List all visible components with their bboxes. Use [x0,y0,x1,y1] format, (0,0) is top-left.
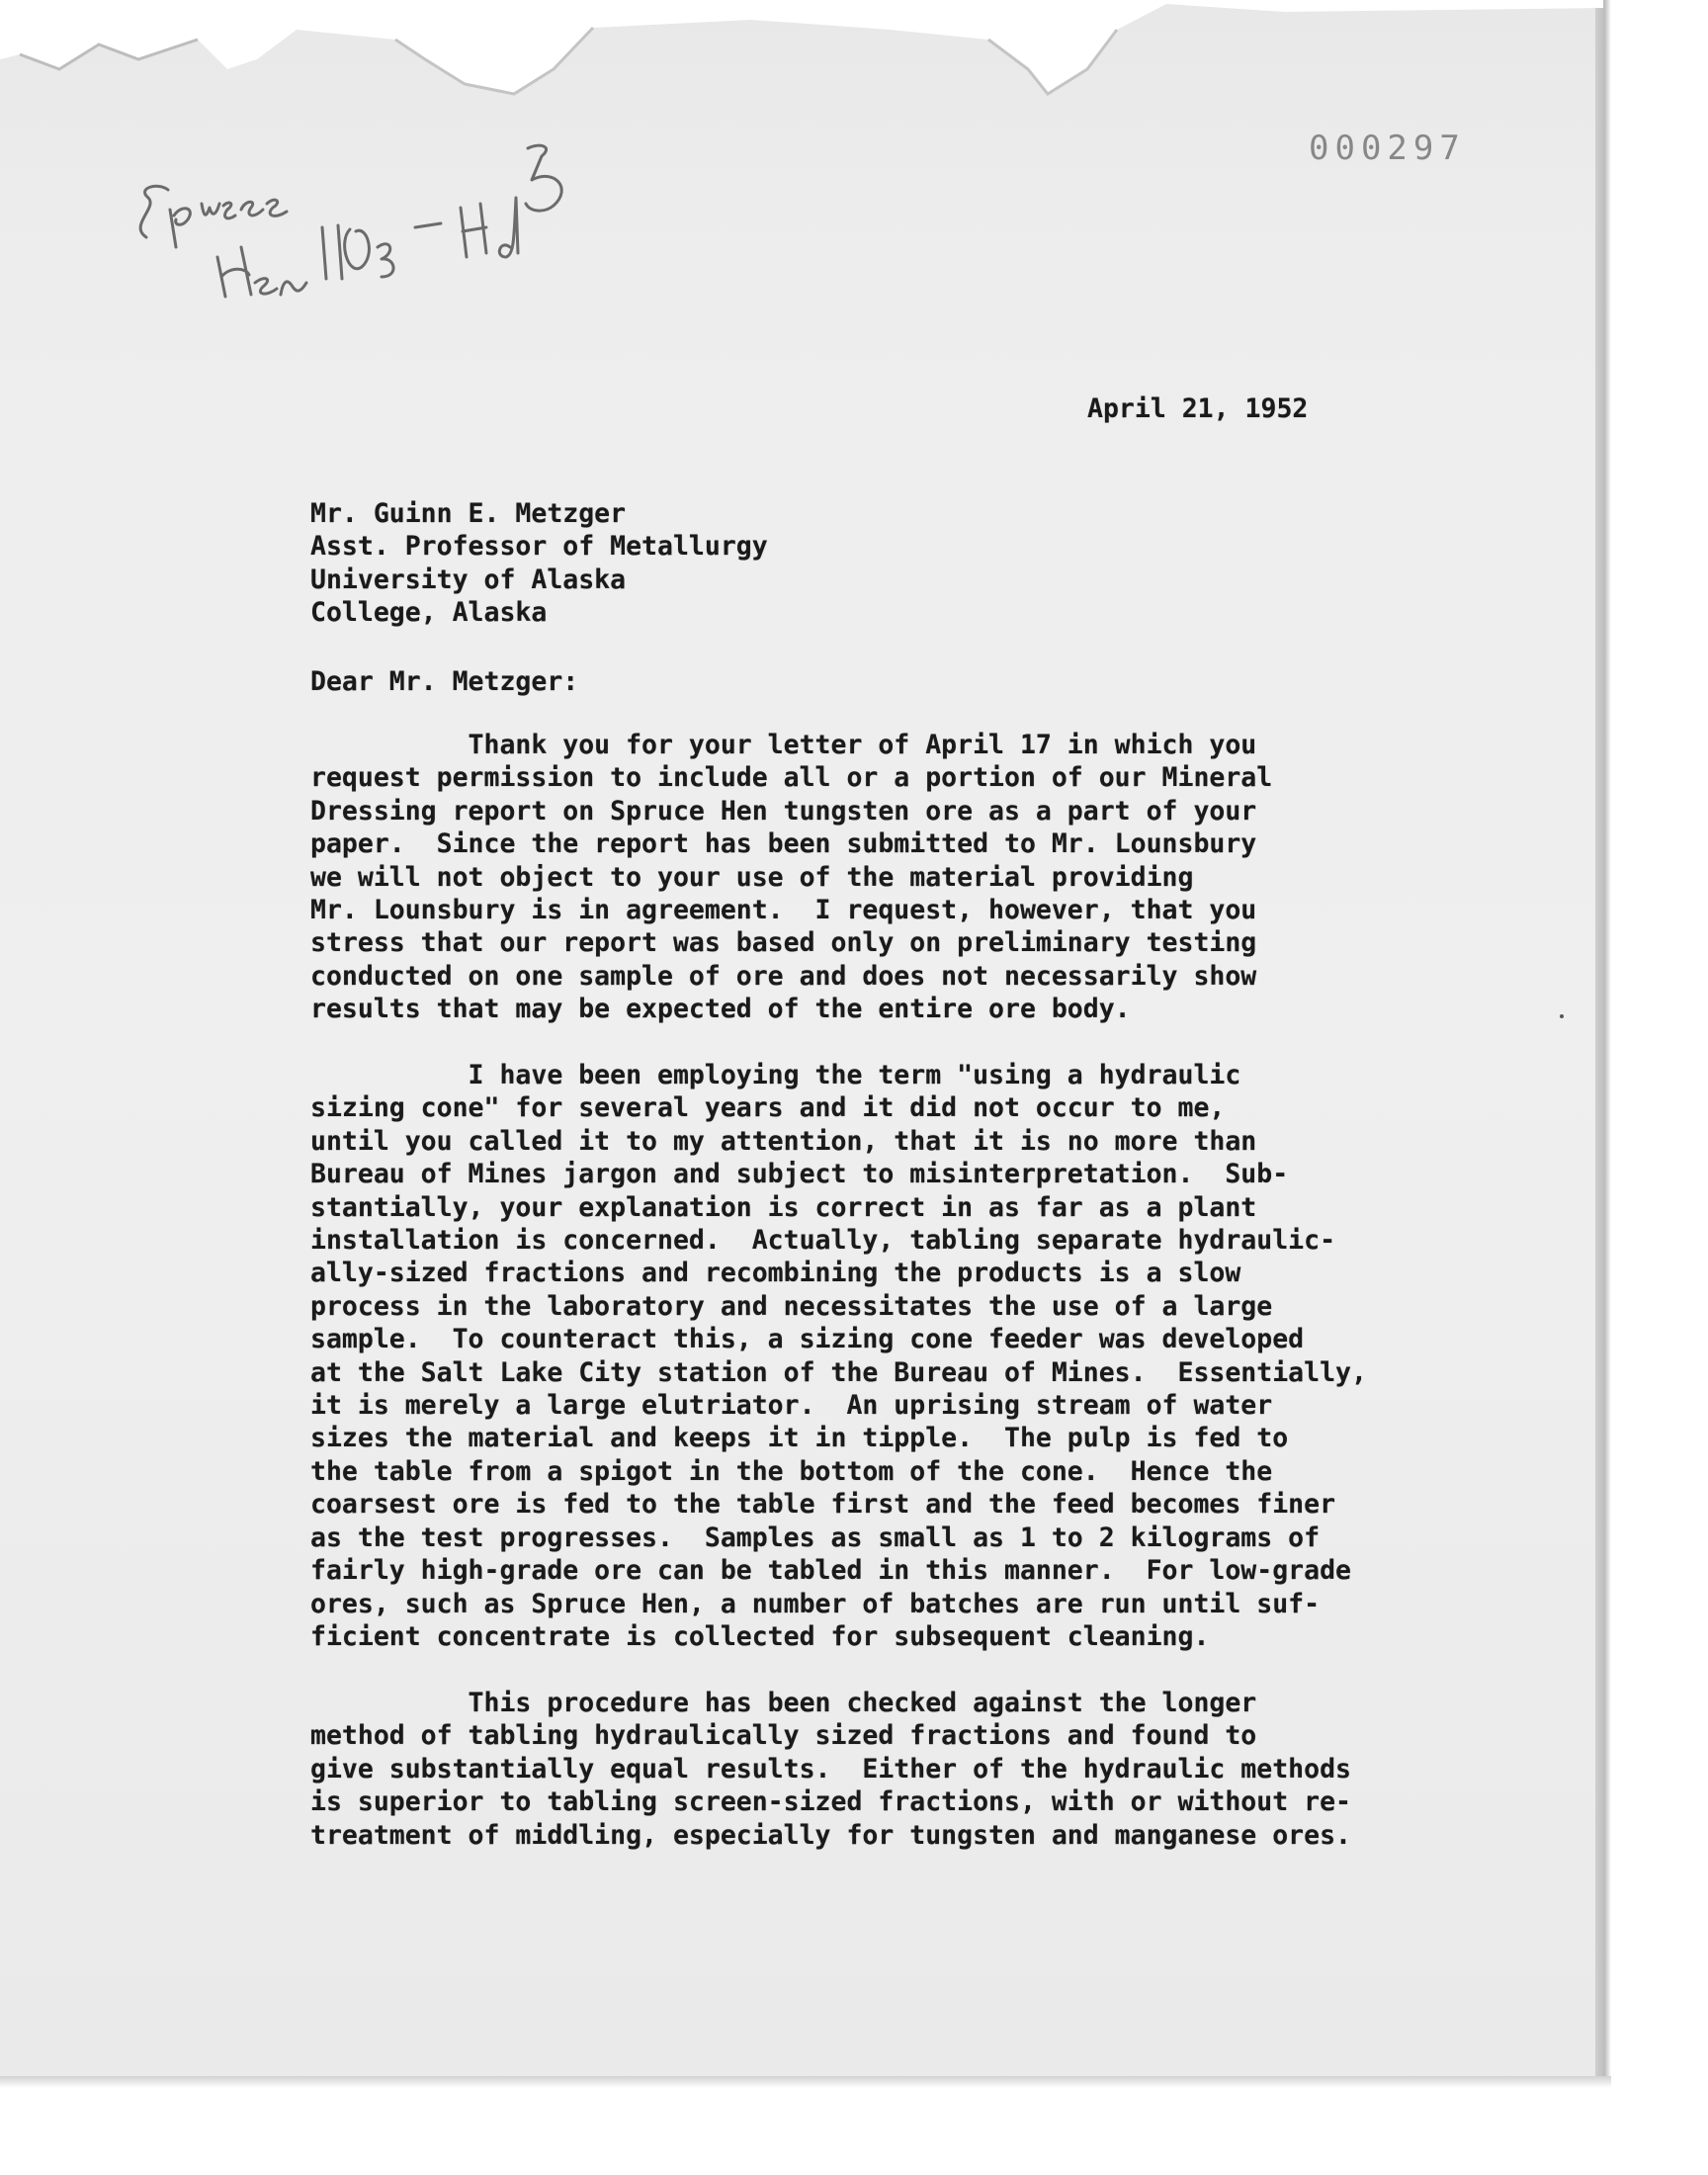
text-line: ally-sized fractions and recombining the products is a slow [310,1258,1241,1289]
text-line: fairly high-grade ore can be tabled in this manner. For low-grade [310,1555,1351,1587]
text-line: Bureau of Mines jargon and subject to misinterpretation. Sub- [310,1159,1289,1190]
address-line: Asst. Professor of Metallurgy [310,531,768,563]
text-line: conducted on one sample of ore and does not necessarily show [310,960,1257,992]
handwritten-annotation [119,109,672,306]
text-line: stress that our report was based only on preliminary testing [310,927,1257,959]
text-line: installation is concerned. Actually, tabling separate hydraulic- [310,1225,1336,1257]
text-line: request permission to include all or a portion of our Mineral [310,762,1273,794]
text-line: at the Salt Lake City station of the Bureau of Mines. Essentially, [310,1356,1367,1388]
text-line: stantially, your explanation is correct in as far as a plant [310,1191,1257,1223]
text-line: I have been employing the term "using a hydraulic [310,1060,1241,1090]
text-line: coarsest ore is fed to the table first and the feed becomes finer [310,1489,1336,1521]
address-line: University of Alaska [310,564,627,595]
text-line: sizing cone" for several years and it did not occur to me, [310,1092,1226,1124]
document-number: 000297 [1309,129,1466,168]
torn-top-edge [0,0,1603,109]
text-line: Mr. Lounsbury is in agreement. I request, however, that you [310,895,1257,926]
scan-speck [1560,1014,1564,1018]
text-line: sizes the material and keeps it in tipple. The pulp is fed to [310,1423,1289,1454]
sheet-right-edge [1595,0,1611,2084]
letter-date: April 21, 1952 [1087,393,1309,424]
text-line: as the test progresses. Samples as small as 1 to 2 kilograms of [310,1522,1321,1553]
salutation: Dear Mr. Metzger: [310,666,579,697]
text-line: the table from a spigot in the bottom of the cone. Hence the [310,1455,1273,1487]
text-line: paper. Since the report has been submitted to Mr. Lounsbury [310,828,1257,860]
text-line: we will not object to your use of the material providing [310,861,1194,893]
sheet-bottom-edge [0,2076,1611,2088]
text-line: it is merely a large elutriator. An uprising stream of water [310,1390,1273,1422]
text-line: ficient concentrate is collected for subsequent cleaning. [310,1620,1210,1652]
text-line: sample. To counteract this, a sizing cone feeder was developed [310,1324,1305,1355]
text-line: treatment of middling, especially for tungsten and manganese ores. [310,1819,1351,1851]
text-line: method of tabling hydraulically sized fractions and found to [310,1720,1257,1752]
text-line: process in the laboratory and necessitates the use of a large [310,1290,1273,1322]
text-line: is superior to tabling screen-sized fractions, with or without re- [310,1786,1351,1818]
text-line: This procedure has been checked against the longer [310,1688,1257,1718]
text-line: Thank you for your letter of April 17 in which you [310,730,1257,760]
body-paragraph [310,729,1272,1026]
body-paragraph [310,1059,1367,1653]
address-line: Mr. Guinn E. Metzger [310,498,627,529]
recipient-address [310,497,768,630]
text-line: ores, such as Spruce Hen, a number of batches are run until suf- [310,1588,1321,1619]
text-line: results that may be expected of the entire ore body. [310,994,1131,1025]
text-line: until you called it to my attention, that it is no more than [310,1125,1257,1157]
text-line: give substantially equal results. Either of the hydraulic methods [310,1753,1351,1784]
address-line: College, Alaska [310,597,548,629]
body-paragraph [310,1687,1351,1852]
text-line: Dressing report on Spruce Hen tungsten ore as a part of your [310,795,1257,826]
